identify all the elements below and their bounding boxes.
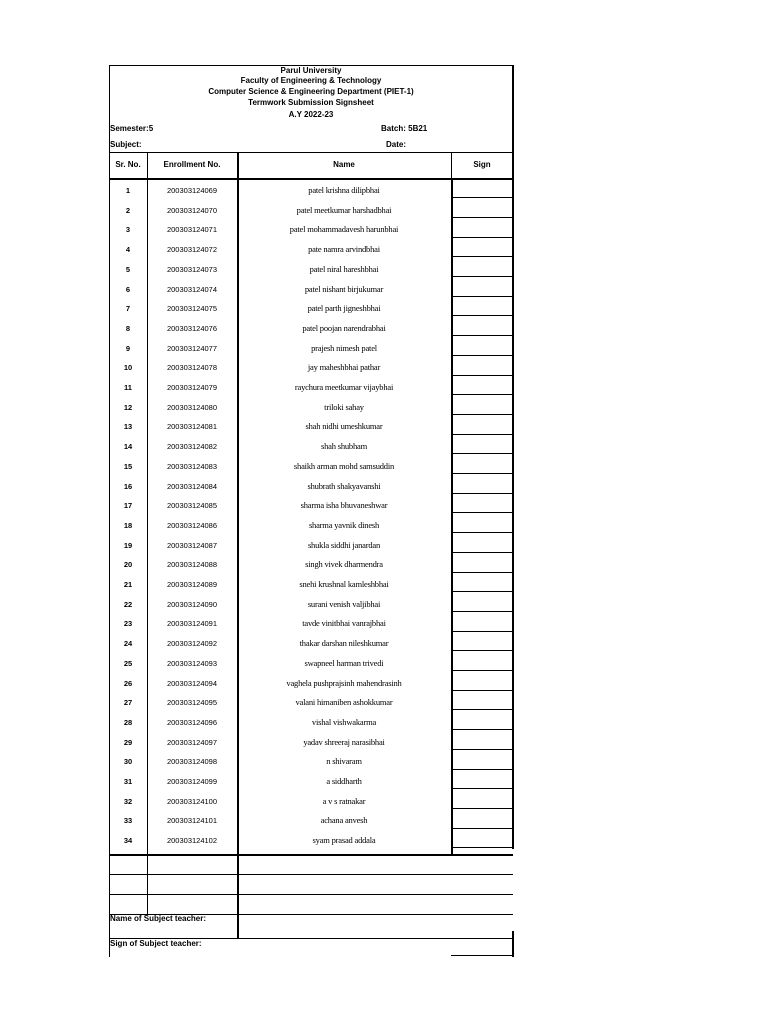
university-name: Parul University: [280, 66, 342, 75]
border-left: [109, 65, 110, 957]
header-separator: [451, 152, 452, 178]
sign-row-line: [451, 670, 513, 671]
subject-label: Subject:: [110, 140, 142, 149]
sr-no-cell: 20: [123, 560, 133, 570]
enrollment-cell: 200303124091: [166, 619, 218, 629]
blank-row-line: [109, 894, 513, 895]
sr-no-cell: 4: [125, 245, 131, 255]
enrollment-cell: 200303124089: [166, 580, 218, 589]
sign-row-line: [451, 493, 513, 494]
enrollment-cell: 200303124082: [166, 442, 218, 452]
name-cell: patel poojan narendrabhai: [302, 322, 386, 333]
border-top: [109, 65, 513, 66]
enrollment-cell: 200303124099: [166, 777, 218, 786]
col-line-enrollment: [147, 178, 148, 914]
sign-row-line: [451, 473, 513, 474]
name-cell: a v s ratnakar: [322, 795, 366, 806]
sr-no-cell: 19: [123, 540, 133, 550]
sign-row-line: [451, 434, 513, 435]
sign-row-line: [451, 512, 513, 513]
sign-row-line: [451, 375, 513, 376]
name-cell: sharma yavnik dinesh: [308, 519, 380, 530]
sign-row-line: [451, 729, 513, 730]
name-cell: patel nishant birjukumar: [304, 283, 384, 294]
sr-no-cell: 23: [123, 619, 133, 629]
name-cell: shubrath shakyavanshi: [307, 480, 381, 491]
name-cell: triloki sahay: [324, 401, 364, 412]
name-cell: swapneel harman trivedi: [304, 657, 384, 668]
enrollment-cell: 200303124088: [166, 560, 218, 570]
academic-year: A.Y 2022-23: [288, 110, 334, 119]
sign-row-line: [451, 355, 513, 356]
signsheet: [109, 65, 513, 957]
sign-row-line: [451, 335, 513, 336]
sr-no-cell: 3: [125, 225, 131, 235]
enrollment-cell: 200303124090: [166, 599, 218, 609]
sr-no-cell: 10: [123, 363, 133, 373]
name-cell: patel krishna dilipbhai: [308, 185, 380, 195]
enrollment-cell: 200303124081: [166, 422, 218, 432]
sr-no-cell: 27: [123, 698, 133, 708]
name-cell: surani venish valjibhai: [307, 598, 381, 609]
sr-no-cell: 30: [123, 757, 133, 767]
name-cell: n shivaram: [326, 756, 362, 767]
enrollment-cell: 200303124094: [166, 678, 218, 688]
sr-no-cell: 33: [123, 816, 133, 826]
name-cell: thakar darshan nileshkumar: [299, 638, 389, 649]
header-separator: [237, 152, 239, 178]
sign-row-line: [451, 296, 513, 297]
col-header-enrollment: Enrollment No.: [163, 160, 221, 169]
sign-row-line: [451, 788, 513, 789]
enrollment-cell: 200303124073: [166, 264, 218, 274]
enrollment-cell: 200303124072: [166, 245, 218, 255]
sheet-title: Termwork Submission Signsheet: [248, 98, 374, 107]
sign-row-line: [451, 178, 513, 179]
enrollment-cell: 200303124093: [166, 658, 218, 668]
enrollment-cell: 200303124074: [166, 284, 218, 294]
sign-row-line: [451, 237, 513, 238]
col-header-sr-no: Sr. No.: [115, 160, 141, 169]
name-cell: achana anvesh: [320, 815, 368, 826]
enrollment-cell: 200303124095: [166, 698, 218, 708]
enrollment-cell: 200303124070: [166, 205, 218, 215]
sign-row-line: [451, 217, 513, 218]
name-cell: pate namra arvindbhai: [308, 244, 380, 255]
sr-no-cell: 15: [123, 461, 133, 471]
enrollment-cell: 200303124102: [166, 836, 218, 846]
sign-row-line: [451, 256, 513, 257]
teacher-name-label: Name of Subject teacher:: [110, 914, 207, 923]
border-right: [512, 65, 514, 849]
sr-no-cell: 22: [123, 599, 133, 609]
sign-row-line: [451, 572, 513, 573]
batch-label: Batch: 5B21: [381, 124, 428, 133]
header-separator: [147, 152, 148, 178]
department-name: Computer Science & Engineering Department (PIET-1): [208, 87, 414, 96]
sign-row-line: [451, 690, 513, 691]
name-cell: snehi krushnal kamleshbhai: [299, 579, 389, 589]
sr-no-cell: 34: [123, 836, 133, 846]
sr-no-cell: 29: [123, 737, 133, 747]
sr-no-cell: 6: [125, 284, 131, 294]
name-cell: patel parth jigneshbhai: [307, 303, 381, 314]
sign-row-line: [451, 414, 513, 415]
sign-row-line: [451, 591, 513, 592]
enrollment-cell: 200303124085: [166, 501, 218, 511]
sr-no-cell: 7: [125, 304, 131, 314]
sign-row-line: [451, 749, 513, 750]
name-cell: shaikh arman mohd samsuddin: [293, 460, 395, 471]
enrollment-cell: 200303124086: [166, 520, 218, 530]
sr-no-cell: 5: [125, 264, 131, 274]
enrollment-cell: 200303124080: [166, 402, 218, 412]
sr-no-cell: 25: [123, 658, 133, 668]
name-cell: vaghela pushprajsinh mahendrasinh: [286, 677, 402, 688]
name-cell: shah nidhi umeshkumar: [305, 421, 383, 432]
sign-row-line: [451, 769, 513, 770]
enrollment-cell: 200303124084: [166, 481, 218, 491]
enrollment-cell: 200303124069: [166, 186, 218, 195]
sign-row-line: [451, 532, 513, 533]
sr-no-cell: 11: [124, 383, 132, 392]
sr-no-cell: 14: [123, 442, 133, 452]
teacher-sign-line: [451, 955, 513, 956]
sign-row-line: [451, 276, 513, 277]
sign-row-line: [451, 394, 513, 395]
col-line-name: [237, 178, 239, 914]
name-cell: vishal vishwakarma: [311, 716, 377, 727]
blank-row-line: [109, 874, 513, 875]
sr-no-cell: 28: [123, 717, 133, 727]
sr-no-cell: 12: [123, 402, 133, 412]
enrollment-cell: 200303124077: [166, 343, 218, 353]
sr-no-cell: 2: [125, 205, 131, 215]
name-cell: raychura meetkumar vijaybhai: [294, 382, 394, 392]
sign-row-line: [451, 453, 513, 454]
sign-row-line: [451, 650, 513, 651]
enrollment-cell: 200303124101: [166, 816, 218, 826]
sign-row-line: [451, 709, 513, 710]
name-cell: valani himaniben ashokkumar: [295, 697, 393, 708]
header-top-line: [109, 152, 513, 153]
sign-row-line: [451, 631, 513, 632]
sr-no-cell: 32: [123, 796, 133, 806]
teacher-sign-label: Sign of Subject teacher:: [110, 939, 202, 948]
name-cell: jay maheshbhai pathar: [307, 362, 381, 373]
sr-no-cell: 21: [123, 580, 133, 589]
enrollment-cell: 200303124100: [166, 796, 218, 806]
sign-row-line: [451, 611, 513, 612]
sr-no-cell: 17: [123, 501, 133, 511]
col-header-sign: Sign: [473, 160, 491, 169]
enrollment-cell: 200303124071: [166, 225, 218, 235]
enrollment-cell: 200303124097: [166, 737, 218, 747]
sr-no-cell: 8: [125, 323, 131, 333]
rows-bottom-line: [109, 854, 513, 856]
sign-row-line: [451, 197, 513, 198]
name-cell: patel mohammadavesh harunbhai: [289, 224, 399, 235]
sr-no-cell: 31: [123, 777, 133, 786]
date-label: Date:: [386, 140, 407, 149]
sr-no-cell: 24: [123, 639, 133, 649]
teacher-name-sep: [237, 914, 239, 938]
name-cell: a siddharth: [326, 776, 362, 786]
border-right-bottom: [512, 931, 514, 957]
semester-label: Semester:5: [110, 124, 154, 133]
sign-row-line: [451, 552, 513, 553]
enrollment-cell: 200303124096: [166, 717, 218, 727]
faculty-name: Faculty of Engineering & Technology: [240, 76, 382, 85]
name-cell: shah shubham: [321, 441, 367, 452]
name-cell: patel niral hareshbhai: [309, 263, 379, 274]
sr-no-cell: 18: [123, 520, 133, 530]
name-cell: prajesh nimesh patel: [311, 342, 377, 353]
sr-no-cell: 26: [123, 678, 133, 688]
sign-row-line: [451, 315, 513, 316]
col-line-sign: [451, 178, 453, 854]
enrollment-cell: 200303124087: [166, 540, 218, 550]
sr-no-cell: 1: [125, 186, 131, 195]
enrollment-cell: 200303124092: [166, 639, 218, 649]
enrollment-cell: 200303124098: [166, 757, 218, 767]
enrollment-cell: 200303124079: [166, 383, 218, 392]
sign-row-line: [451, 808, 513, 809]
name-cell: syam prasad addala: [312, 835, 376, 846]
sr-no-cell: 13: [123, 422, 133, 432]
sr-no-cell: 16: [123, 481, 133, 491]
sign-row-line: [451, 828, 513, 829]
enrollment-cell: 200303124076: [166, 323, 218, 333]
col-header-name: Name: [333, 160, 355, 169]
name-cell: singh vivek dharmendra: [305, 559, 383, 570]
name-cell: shukla siddhi janardan: [307, 539, 381, 550]
name-cell: patel meetkumar harshadbhai: [296, 204, 392, 215]
enrollment-cell: 200303124078: [166, 363, 218, 373]
name-cell: yadav shreeraj narasibhai: [303, 736, 385, 747]
name-cell: tavde vinitbhai vanrajbhai: [302, 618, 386, 629]
sign-row-line: [451, 847, 513, 848]
enrollment-cell: 200303124083: [166, 461, 218, 471]
name-cell: sharma isha bhuvaneshwar: [300, 500, 388, 511]
sr-no-cell: 9: [125, 343, 131, 353]
enrollment-cell: 200303124075: [166, 304, 218, 314]
